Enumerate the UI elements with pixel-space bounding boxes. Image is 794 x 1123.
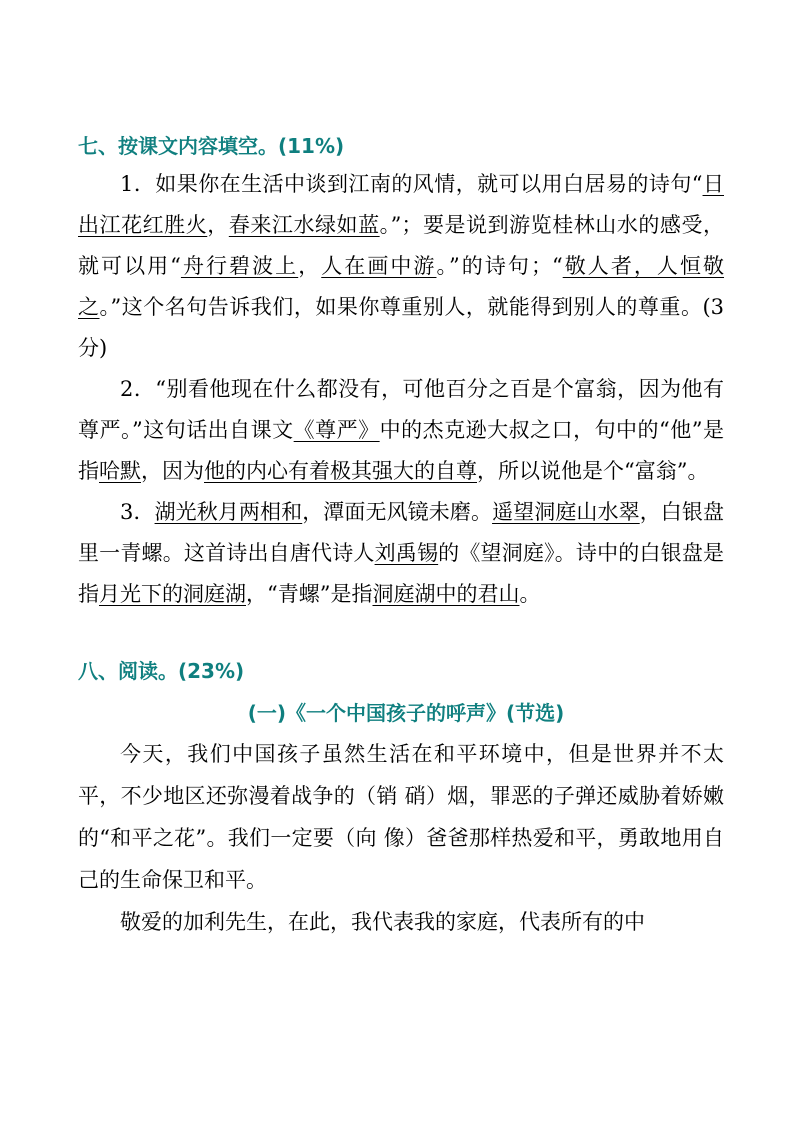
q2-text-2: 中的杰克逊大叔之口，句中的“他”是指 <box>78 418 724 483</box>
q1-answer-2: 春来江水绿如蓝 <box>228 213 380 237</box>
document-content <box>78 128 724 943</box>
q2-answer-2: 哈默 <box>99 459 141 483</box>
q3-text-2: ，潭面无风镜未磨。 <box>302 500 493 524</box>
question-1 <box>78 164 724 369</box>
q1-answer-3: 舟行碧波上 <box>180 254 299 278</box>
section-7-title: 七、按课文内容填空。(11%) <box>78 134 345 158</box>
q1-text-6: 。”这个名句告诉我们，如果你尊重别人，就能得到别人的尊重。(3 分) <box>78 295 724 360</box>
q1-answer-4: 人在画中游 <box>321 254 437 278</box>
q3-answer-3: 刘禹锡 <box>374 541 439 565</box>
q2-text-3: ，因为 <box>141 459 204 483</box>
reading-paragraph-1: 今天，我们中国孩子虽然生活在和平环境中，但是世界并不太平，不少地区还弥漫着战争的（销 硝）烟，罪恶的子弹还威胁着娇嫩的“和平之花”。我们一定要（向 像）爸爸那样热爱和平，勇敢地用自己的生命保卫和平。 <box>78 742 724 892</box>
question-3 <box>78 492 724 615</box>
q3-answer-2: 遥望洞庭山水翠 <box>492 500 640 524</box>
q3-answer-4: 月光下的洞庭湖 <box>99 582 246 606</box>
q3-answer-5: 洞庭湖中的君山 <box>372 582 520 606</box>
q1-answer-1: 日出江花红胜火 <box>78 172 724 237</box>
q1-text-2: ， <box>207 213 229 237</box>
reading-passage-title: (一)《一个中国孩子的呼声》(节选) <box>247 701 565 725</box>
q1-text-4: ， <box>298 254 322 278</box>
q2-answer-3: 他的内心有着极其强大的自尊 <box>204 459 477 483</box>
q3-text-1: 3． <box>120 500 155 524</box>
q1-text-5: 。”的诗句；“ <box>436 254 563 278</box>
q3-text-3: ，白银盘里一青螺。这首诗出自唐代诗人 <box>78 500 724 565</box>
q1-text-3: 。”；要是说到游览桂林山水的感受，就可以用“ <box>78 213 725 278</box>
q2-text-1: 2．“别看他现在什么都没有，可他百分之百是个富翁，因为他有尊严。”这句话出自课文 <box>78 377 724 442</box>
q3-answer-1: 湖光秋月两相和 <box>154 500 303 524</box>
q1-text-1: 1．如果你在生活中谈到江南的风情，就可以用白居易的诗句“ <box>120 172 703 196</box>
q3-text-6: 。 <box>519 582 541 606</box>
reading-paragraph-2: 敬爱的加利先生，在此，我代表我的家庭，代表所有的中 <box>120 910 645 934</box>
q2-answer-1: 《尊严》 <box>293 418 380 442</box>
q3-text-5: ，“青螺”是指 <box>246 582 373 606</box>
q2-text-4: ，所以说他是个“富翁”。 <box>477 459 709 483</box>
q3-text-4: 的《望洞庭》。诗中的白银盘是指 <box>78 541 725 606</box>
question-2 <box>78 369 724 492</box>
section-8-title: 八、阅读。(23%) <box>78 659 245 683</box>
q1-answer-5: 敬人者，人恒敬之 <box>78 254 725 319</box>
section-spacer <box>78 615 724 653</box>
